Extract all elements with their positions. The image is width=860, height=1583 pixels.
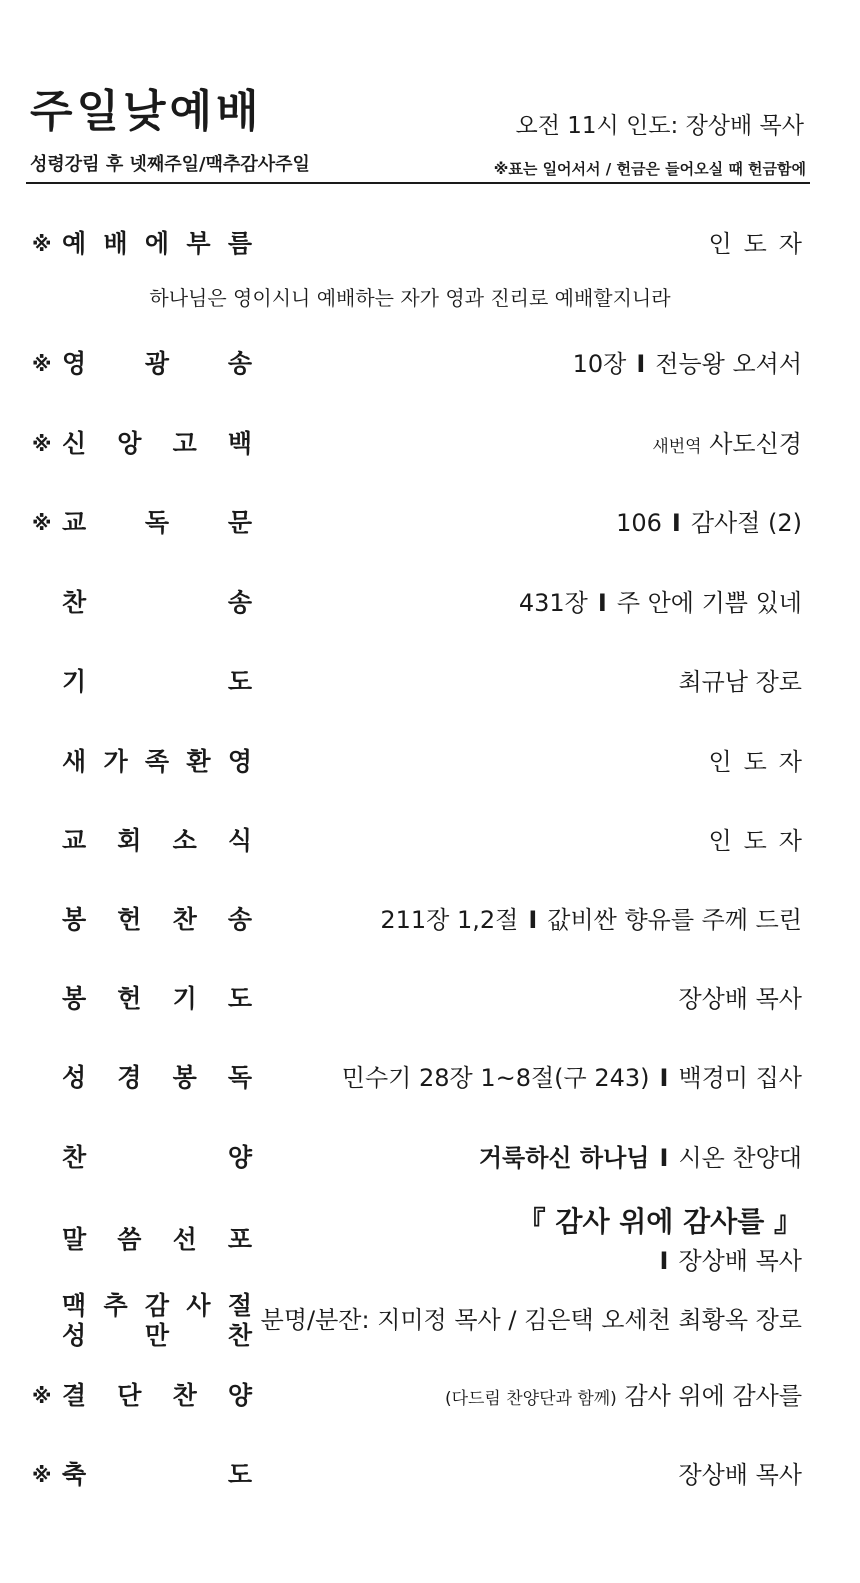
label-syllable: 환 [186,747,211,776]
preacher-name: 장상배 목사 [678,1247,802,1275]
order-item-offering-hymn [32,892,802,948]
order-item-scripture-reading [32,1050,802,1106]
label-syllable: 경 [117,1063,142,1092]
label-syllable: 기 [62,667,87,696]
label-syllable: 식 [227,826,252,855]
order-value [652,426,802,465]
label-syllable: 독 [227,1063,252,1092]
separator: I [659,1247,669,1275]
standing-mark: ※ [32,432,52,456]
scripture-reference: 민수기 28장 1~8절(구 243) [341,1064,650,1092]
order-label [62,226,252,262]
hymn-number: 431장 [518,589,588,617]
performer-note: (다드림 찬양단과 함께) [444,1389,617,1409]
label-syllable: 영 [227,747,252,776]
order-value: 인도자 [708,230,814,258]
header-divider [26,182,810,184]
order-value [519,585,802,621]
label-syllable: 찬 [172,905,197,934]
order-label [62,1060,252,1096]
label-syllable: 부 [186,229,211,258]
standing-mark: ※ [32,1384,52,1408]
service-time-leader: 오전 11시 인도: 장상배 목사 [515,113,804,139]
order-label [62,1457,252,1493]
order-item-communion [32,1290,802,1354]
label-syllable: 신 [62,429,87,458]
label-syllable: 영 [62,349,87,378]
label-syllable: 기 [172,984,197,1013]
order-label [62,664,252,700]
separator: I [659,1144,669,1172]
label-syllable: 예 [62,229,87,258]
label-syllable: 봉 [62,984,87,1013]
order-value [616,505,802,541]
label-syllable: 송 [227,588,252,617]
choir-name: 시온 찬양대 [678,1144,802,1172]
label-syllable: 결 [62,1381,87,1410]
label-syllable: 맥 [62,1291,87,1320]
standing-mark: ※ [32,232,52,256]
order-item-sermon [32,1202,802,1282]
label-syllable: 봉 [172,1063,197,1092]
label-syllable: 도 [227,1460,252,1489]
label-syllable: 절 [227,1291,252,1320]
label-syllable: 봉 [62,905,87,934]
label-syllable: 도 [227,984,252,1013]
label-syllable: 헌 [117,984,142,1013]
order-item-doxology [32,336,802,392]
translation-note: 새번역 [652,437,702,457]
sermon-title: 『 감사 위에 감사를 』 [517,1205,802,1238]
label-syllable: 감 [144,1291,170,1320]
order-value [479,1140,802,1176]
label-syllable: 송 [227,349,252,378]
order-label [62,505,252,541]
label-syllable: 단 [117,1381,142,1410]
label-syllable: 성 [62,1321,87,1350]
order-item-hymn [32,575,802,631]
service-title: 주일낮예배 [30,86,263,137]
separator: I [636,350,646,378]
label-syllable: 교 [62,826,87,855]
label-syllable: 찬 [227,1321,252,1350]
label-syllable: 름 [227,229,252,258]
order-item-confession [32,416,802,472]
order-value: 장상배 목사 [678,1461,802,1489]
order-value [445,1378,802,1417]
label-syllable: 양 [227,1143,252,1172]
label-syllable: 고 [172,429,197,458]
label-syllable: 송 [227,905,252,934]
order-value [573,346,802,382]
separator: I [528,906,538,934]
standing-mark: ※ [32,1463,52,1487]
order-label [62,426,252,462]
order-item-offering-prayer [32,971,802,1027]
order-value [380,902,802,938]
label-syllable: 성 [62,1063,87,1092]
order-label [62,346,252,382]
order-item-call-to-worship [32,216,814,272]
label-syllable: 사 [186,1291,211,1320]
label-syllable: 교 [62,508,87,537]
hymn-title: 주 안에 기쁨 있네 [616,589,802,617]
label-syllable: 가 [103,747,128,776]
label-syllable: 족 [144,747,170,776]
label-syllable: 독 [144,508,170,537]
order-label-line-2 [62,1322,252,1350]
order-item-commitment-song [32,1368,802,1424]
separator: I [671,509,681,537]
standing-mark: ※ [32,352,52,376]
separator: I [597,589,607,617]
scripture-verse: 하나님은 영이시니 예배하는 자가 영과 진리로 예배할지니라 [149,286,671,310]
label-syllable: 말 [62,1225,87,1254]
order-label [62,1140,252,1176]
song-title: 감사 위에 감사를 [624,1382,802,1410]
hymn-title: 값비싼 향유를 주께 드린 [547,906,802,934]
hymn-number: 10장 [572,350,627,378]
reading-number: 106 [616,509,662,537]
order-label [62,744,252,780]
order-item-prayer [32,654,802,710]
reader-name: 백경미 집사 [678,1064,802,1092]
creed-name: 사도신경 [709,430,802,458]
label-syllable: 씀 [117,1225,142,1254]
label-syllable: 추 [103,1291,128,1320]
hymn-title: 전능왕 오셔서 [655,350,802,378]
label-syllable: 찬 [62,1143,87,1172]
label-syllable: 찬 [172,1381,197,1410]
label-syllable: 만 [144,1321,170,1350]
order-value [342,1060,802,1096]
order-value: 인도자 [708,827,814,855]
standing-mark: ※ [32,511,52,535]
label-syllable: 새 [62,747,87,776]
label-syllable: 광 [144,349,170,378]
label-syllable: 포 [227,1225,252,1254]
reading-title: 감사절 (2) [690,509,802,537]
order-value: 분명/분잔: 지미정 목사 / 김은택 오세천 최황옥 장로 [260,1306,802,1334]
label-syllable: 축 [62,1460,87,1489]
order-item-anthem [32,1130,802,1186]
label-syllable: 양 [227,1381,252,1410]
order-item-responsive-reading [32,495,802,551]
order-value: 인도자 [708,748,814,776]
service-subtitle: 성령강림 후 넷째주일/맥추감사주일 [30,154,310,175]
order-label [62,1378,252,1414]
order-label [62,902,252,938]
label-syllable: 도 [227,667,252,696]
order-item-new-family-welcome [32,734,814,790]
label-syllable: 백 [227,429,252,458]
hymn-number: 211장 1,2절 [380,906,519,934]
label-syllable: 선 [172,1225,197,1254]
order-label [62,1222,252,1258]
label-syllable: 찬 [62,588,87,617]
service-note: ※표는 일어서서 / 헌금은 들어오실 때 헌금함에 [493,160,806,178]
label-syllable: 회 [117,826,142,855]
order-item-church-news [32,813,814,869]
label-syllable: 앙 [117,429,142,458]
label-syllable: 에 [144,229,170,258]
label-syllable: 소 [172,826,197,855]
order-value: 장상배 목사 [678,985,802,1013]
label-syllable: 배 [103,229,128,258]
label-syllable: 헌 [117,905,142,934]
sermon-preacher [650,1244,803,1278]
order-value: 최규남 장로 [678,668,802,696]
order-label [62,981,252,1017]
order-label-line-1 [62,1292,252,1320]
order-label [62,823,252,859]
order-item-benediction [32,1447,802,1503]
label-syllable: 문 [227,508,252,537]
separator: I [659,1064,669,1092]
anthem-title: 거룩하신 하나님 [478,1144,650,1172]
order-label [62,585,252,621]
